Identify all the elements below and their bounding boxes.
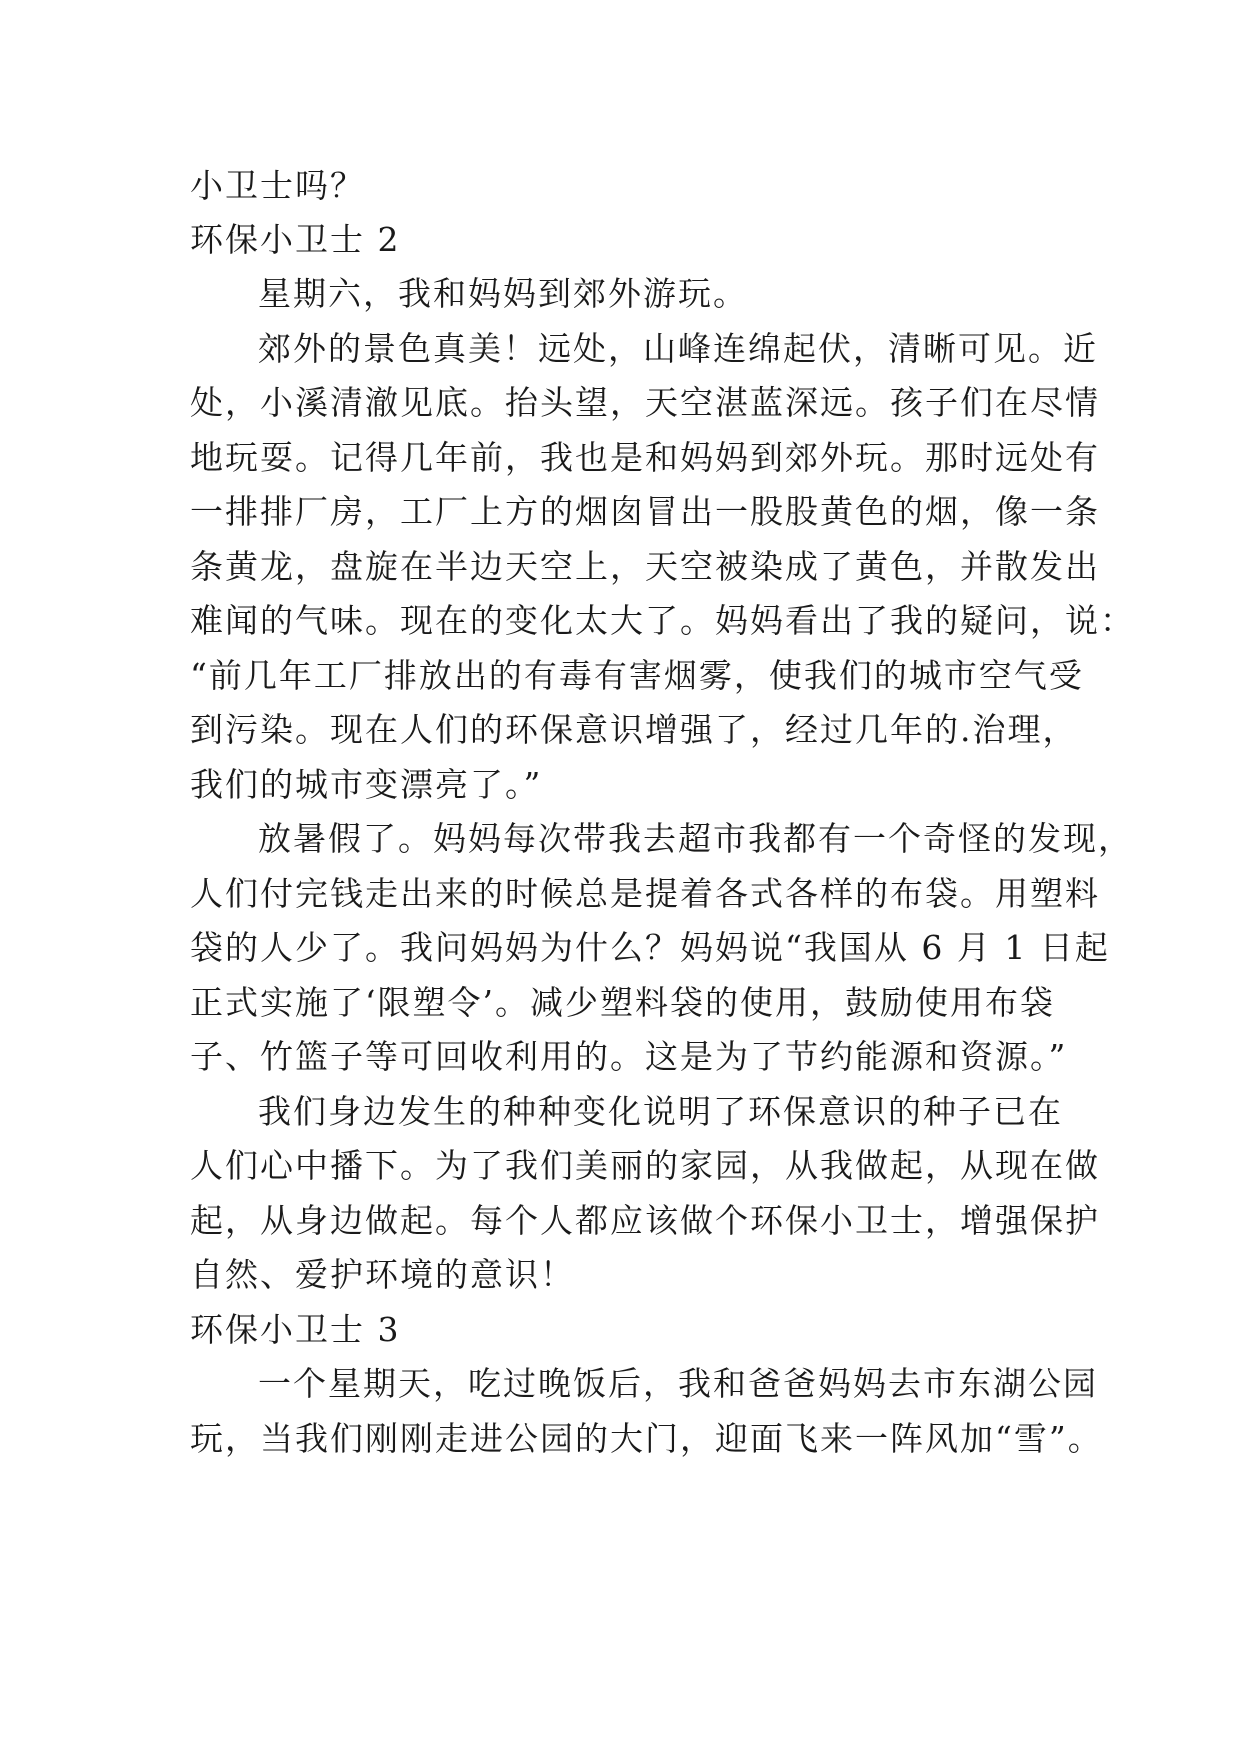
text-line: 子、竹篮子等可回收利用的。这是为了节约能源和资源。”	[190, 1037, 1068, 1076]
text-line: 条黄龙，盘旋在半边天空上，天空被染成了黄色，并散发出	[190, 547, 1100, 586]
text-line: “前几年工厂排放出的有毒有害烟雾，使我们的城市空气受	[190, 656, 1084, 695]
text-line: 人们付完钱走出来的时候总是提着各式各样的布袋。用塑料	[190, 874, 1100, 913]
paragraph-first-line: 放暑假了。妈妈每次带我去超市我都有一个奇怪的发现，	[258, 819, 1133, 858]
paragraph-first-line: 我们身边发生的种种变化说明了环保意识的种子已在	[258, 1092, 1063, 1131]
text-line: 处，小溪清澈见底。抬头望，天空湛蓝深远。孩子们在尽情	[190, 383, 1100, 422]
text-line: 地玩耍。记得几年前，我也是和妈妈到郊外玩。那时远处有	[190, 438, 1100, 477]
section-heading: 环保小卫士 2	[190, 220, 401, 259]
text-line: 袋的人少了。我问妈妈为什么？妈妈说“我国从 6 月 1 日起	[190, 928, 1110, 967]
text-line: 难闻的气味。现在的变化太大了。妈妈看出了我的疑问，说：	[190, 601, 1135, 640]
text-line: 人们心中播下。为了我们美丽的家园，从我做起，从现在做	[190, 1146, 1100, 1185]
section-heading: 环保小卫士 3	[190, 1310, 401, 1349]
paragraph-first-line: 星期六，我和妈妈到郊外游玩。	[258, 274, 748, 313]
text-line: 自然、爱护环境的意识！	[190, 1255, 575, 1294]
text-line: 起，从身边做起。每个人都应该做个环保小卫士，增强保护	[190, 1201, 1100, 1240]
text-line: 小卫士吗？	[190, 166, 365, 205]
paragraph-first-line: 郊外的景色真美！远处，山峰连绵起伏，清晰可见。近	[258, 329, 1098, 368]
text-line: 玩，当我们刚刚走进公园的大门，迎面飞来一阵风加“雪”。	[190, 1419, 1103, 1458]
paragraph-first-line: 一个星期天，吃过晚饭后，我和爸爸妈妈去市东湖公园	[258, 1364, 1098, 1403]
text-line: 我们的城市变漂亮了。”	[190, 765, 543, 804]
text-line: 到污染。现在人们的环保意识增强了，经过几年的.治理，	[190, 710, 1078, 749]
text-line: 正式实施了‘限塑令’。减少塑料袋的使用，鼓励使用布袋	[190, 983, 1055, 1022]
text-line: 一排排厂房，工厂上方的烟囱冒出一股股黄色的烟，像一条	[190, 492, 1100, 531]
